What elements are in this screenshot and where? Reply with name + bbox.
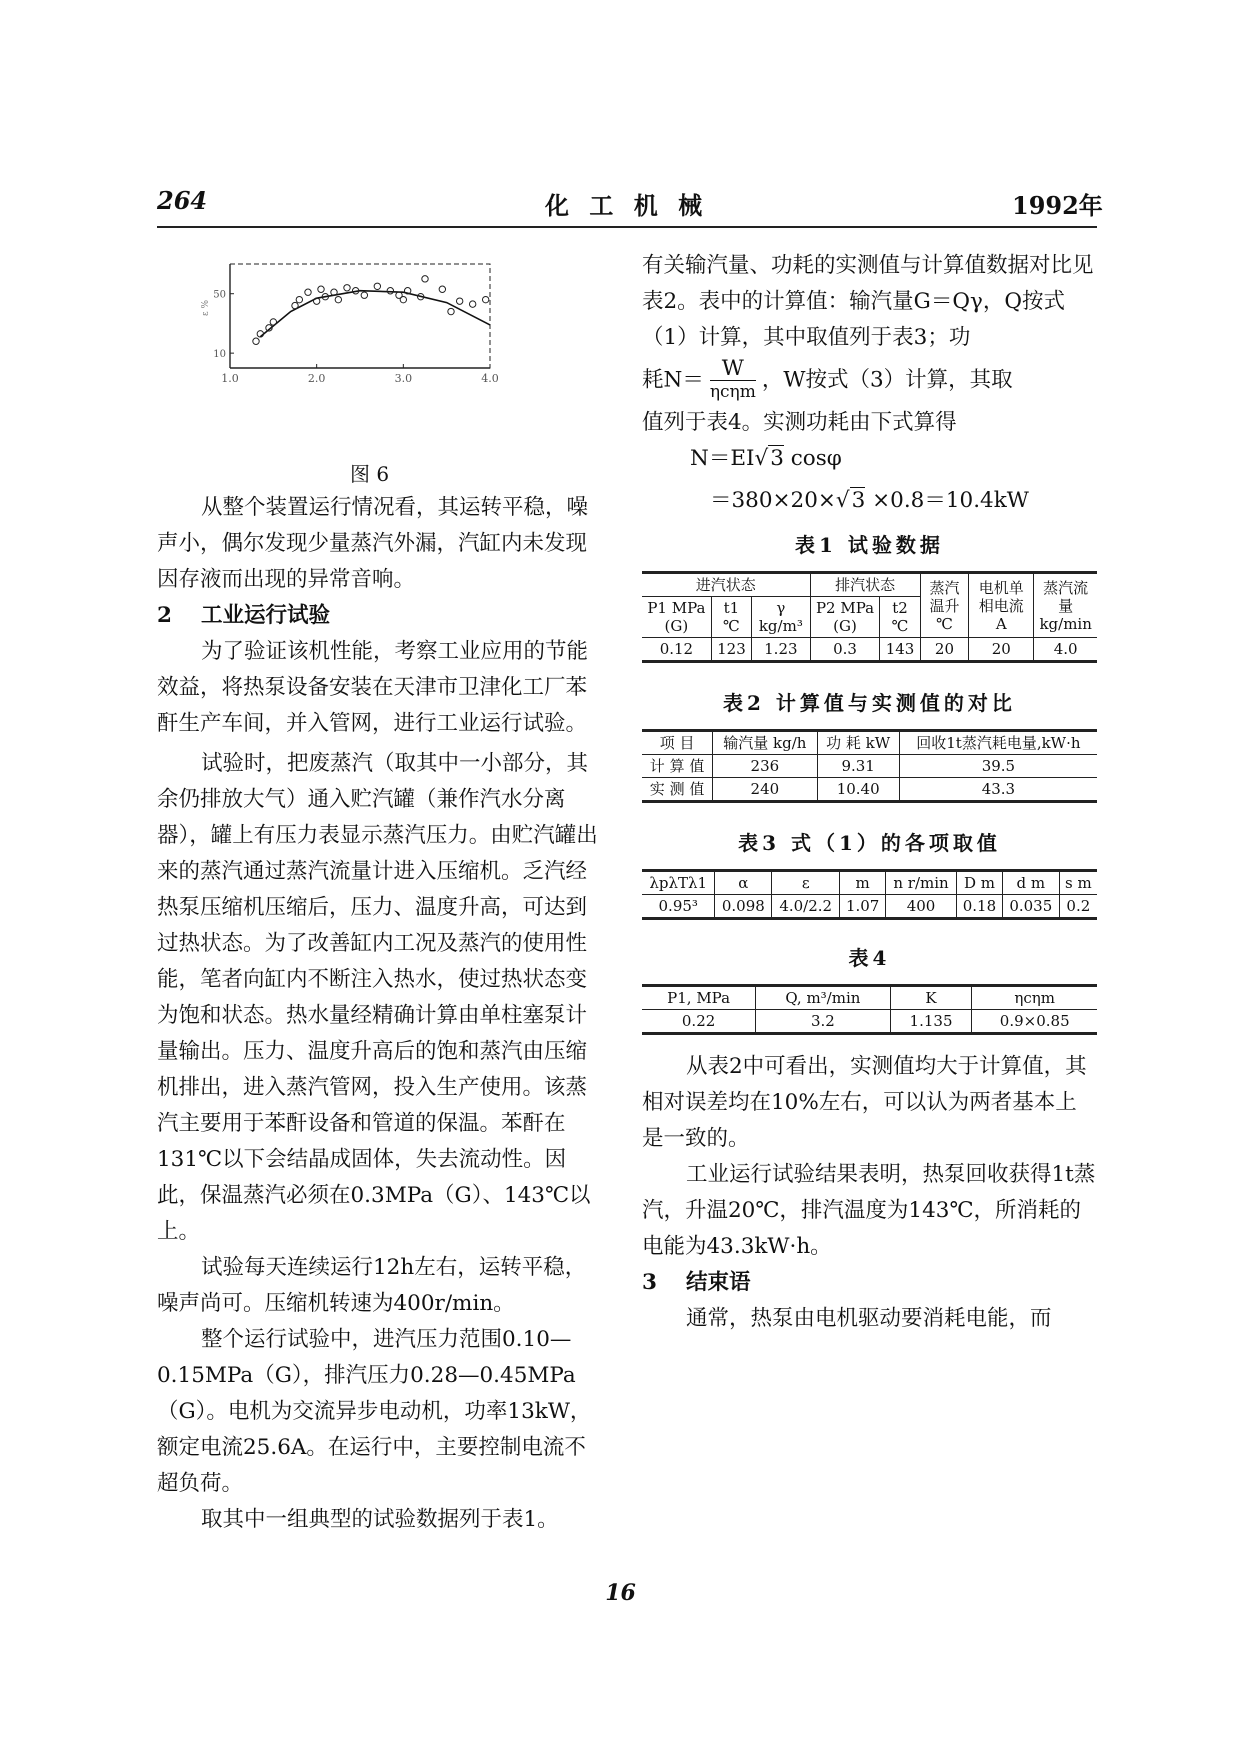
table-4-head: ηcηm bbox=[972, 986, 1097, 1010]
equation-measured-power bbox=[642, 441, 1097, 477]
data-point bbox=[344, 285, 350, 291]
eq3-sqrt: 3 bbox=[851, 488, 866, 513]
table-row bbox=[642, 895, 1097, 919]
table-4-caption: 表4 bbox=[848, 946, 891, 970]
y-axis-label: ε % bbox=[201, 299, 211, 317]
data-point bbox=[296, 296, 302, 302]
table-cell: 实 测 值 bbox=[642, 778, 713, 802]
power-eq-rest: ，W按式（3）计算，其取 bbox=[761, 367, 1013, 393]
eq2-sqrt: 3 bbox=[770, 446, 784, 471]
table-4-head: K bbox=[890, 986, 972, 1010]
y-tick-label: 50 bbox=[213, 289, 226, 301]
table-3-head: d m bbox=[1002, 871, 1059, 895]
power-fraction-denominator: ηcηm bbox=[709, 382, 756, 402]
table-3-caption: 表3 式（1）的各项取值 bbox=[738, 831, 1001, 855]
table-cell: 39.5 bbox=[899, 755, 1097, 778]
table-3-head: α bbox=[715, 871, 772, 895]
right-paragraph-4: 通常，热泵由电机驱动要消耗电能，而 bbox=[686, 1306, 1052, 1331]
table-1-group-out: 排汽状态 bbox=[810, 573, 920, 597]
table-cell: 0.12 bbox=[642, 638, 711, 662]
table-row bbox=[642, 778, 1097, 802]
table-2 bbox=[642, 729, 1097, 803]
table-cell: 0.035 bbox=[1002, 895, 1059, 919]
table-2-head: 回收1t蒸汽耗电量,kW·h bbox=[899, 731, 1097, 755]
section-2-heading bbox=[157, 598, 599, 634]
left-paragraph-2: 为了验证该机性能，考察工业应用的节能效益，将热泵设备安装在天津市卫津化工厂苯酐生产车间，并入管网，进行工业运行试验。 bbox=[157, 639, 589, 736]
x-tick-label: 4.0 bbox=[481, 372, 499, 385]
section-3-title: 结束语 bbox=[686, 1270, 751, 1295]
journal-title: 化 工 机 械 bbox=[545, 191, 709, 220]
table-1-head-flow-unit: kg/min bbox=[1039, 614, 1092, 633]
page-number-footer: 16 bbox=[605, 1580, 636, 1606]
table-3-head: s m bbox=[1059, 871, 1097, 895]
table-cell: 123 bbox=[711, 638, 751, 662]
table-4-head: Q, m³/min bbox=[756, 986, 890, 1010]
data-point bbox=[292, 302, 298, 308]
table-cell: 0.2 bbox=[1059, 895, 1097, 919]
trend-curve bbox=[260, 291, 490, 337]
data-point bbox=[469, 301, 475, 307]
table-cell: 0.22 bbox=[642, 1010, 756, 1034]
left-column bbox=[157, 490, 599, 1538]
scatter-chart bbox=[200, 250, 580, 450]
table-3-head: n r/min bbox=[886, 871, 957, 895]
table-cell: 20 bbox=[920, 638, 969, 662]
data-point bbox=[374, 283, 380, 289]
table-3 bbox=[642, 869, 1097, 920]
table-1-head-current-unit: A bbox=[995, 614, 1007, 633]
table-cell: 3.2 bbox=[756, 1010, 890, 1034]
right-paragraph-2: 从表2中可看出，实测值均大于计算值，其相对误差均在10%左右，可以认为两者基本上是一致的。 bbox=[642, 1054, 1087, 1151]
page-number-header: 264 bbox=[157, 186, 208, 215]
table-1-head-flow bbox=[1034, 573, 1097, 638]
data-point bbox=[387, 288, 393, 294]
power-eq-lhs: 耗N＝ bbox=[642, 367, 704, 393]
section-3-heading bbox=[642, 1265, 1097, 1301]
power-fraction bbox=[710, 358, 756, 403]
table-1 bbox=[642, 571, 1097, 663]
table-row bbox=[642, 755, 1097, 778]
data-point bbox=[400, 296, 406, 302]
header-rule bbox=[157, 226, 1097, 228]
table-2-head: 功 耗 kW bbox=[817, 731, 899, 755]
table-cell: 0.95³ bbox=[642, 895, 715, 919]
table-1-head-current-label: 电机单相电流 bbox=[978, 578, 1024, 615]
table-cell: 400 bbox=[886, 895, 957, 919]
table-2-head: 输汽量 kg/h bbox=[713, 731, 817, 755]
table-1-head-p1: P1 MPa (G) bbox=[642, 597, 711, 638]
table-1-head-rise-unit: ℃ bbox=[936, 614, 953, 633]
table-3-head: ε bbox=[772, 871, 840, 895]
x-tick-label: 3.0 bbox=[394, 372, 413, 385]
data-point bbox=[335, 296, 341, 302]
table-4-head: P1, MPa bbox=[642, 986, 756, 1010]
table-cell: 1.23 bbox=[752, 638, 811, 662]
table-cell: 236 bbox=[713, 755, 817, 778]
table-cell: 10.40 bbox=[817, 778, 899, 802]
x-tick-label: 1.0 bbox=[221, 372, 239, 385]
table-row bbox=[642, 1010, 1097, 1034]
eq3-right: ×0.8＝10.4kW bbox=[865, 488, 1029, 513]
left-paragraph-5: 整个运行试验中，进汽压力范围0.10—0.15MPa（G），排汽压力0.28—0.45MPa（G）。电机为交流异步电动机，功率13kW，额定电流25.6A。在运行中，主要控制电流不超负荷。 bbox=[157, 1327, 592, 1496]
table-cell: 4.0/2.2 bbox=[772, 895, 840, 919]
data-point bbox=[448, 308, 454, 314]
table-1-head-p2: P2 MPa (G) bbox=[810, 597, 880, 638]
left-paragraph-4: 试验每天连续运行12h左右，运转平稳，噪声尚可。压缩机转速为400r/min。 bbox=[157, 1255, 587, 1316]
table-cell: 计 算 值 bbox=[642, 755, 713, 778]
table-cell: 0.098 bbox=[715, 895, 772, 919]
data-point bbox=[361, 292, 367, 298]
data-point bbox=[439, 286, 445, 292]
table-cell: 20 bbox=[969, 638, 1034, 662]
power-fraction-numerator: W bbox=[710, 358, 756, 381]
left-paragraph-6: 取其中一组典型的试验数据列于表1。 bbox=[201, 1507, 559, 1532]
eq2-left: N＝EI√ bbox=[690, 446, 769, 471]
data-point bbox=[270, 319, 276, 325]
table-cell: 0.18 bbox=[956, 895, 1002, 919]
table-cell: 240 bbox=[713, 778, 817, 802]
data-point bbox=[305, 289, 311, 295]
table-1-head-t2: t2 ℃ bbox=[880, 597, 920, 638]
table-2-head: 项 目 bbox=[642, 731, 713, 755]
table-4 bbox=[642, 984, 1097, 1035]
table-cell: 4.0 bbox=[1034, 638, 1097, 662]
right-paragraph-3: 工业运行试验结果表明，热泵回收获得1t蒸汽，升温20℃，排汽温度为143℃，所消耗的电能为43.3kW·h。 bbox=[642, 1162, 1096, 1259]
table-cell: 0.9×0.85 bbox=[972, 1010, 1097, 1034]
equation-measured-power-value bbox=[642, 483, 1097, 519]
data-point bbox=[456, 298, 462, 304]
right-column bbox=[642, 248, 1097, 1337]
table-cell: 1.135 bbox=[890, 1010, 972, 1034]
table-1-head-flow-label: 蒸汽流量 bbox=[1043, 578, 1089, 615]
eq3-left: ＝380×20×√ bbox=[710, 488, 850, 513]
data-point bbox=[318, 286, 324, 292]
left-paragraph-3: 试验时，把废蒸汽（取其中一小部分，其余仍排放大气）通入贮汽罐（兼作汽水分离器），罐上有压力表显示蒸汽压力。由贮汽罐出来的蒸汽通过蒸汽流量计进入压缩机。乏汽经热泵压缩机压缩后，压力、温度升高，可达到过热状态。为了改善缸内工况及蒸汽的使用性能，笔者向缸内不断注入热水，使过热状态变为饱和状态。热水量经精确计算由单柱塞泵计量输出。压力、温度升高后的饱和蒸汽由压缩机排出，进入蒸汽管网，投入生产使用。该蒸汽主要用于苯酐设备和管道的保温。苯酐在131℃以下会结晶成固体，失去流动性。因此，保温蒸汽必须在0.3MPa（G）、143℃以上。 bbox=[157, 751, 598, 1244]
table-cell: 0.3 bbox=[810, 638, 880, 662]
table-1-head-rise-label: 蒸汽温升 bbox=[929, 578, 960, 615]
table-1-head-rise bbox=[920, 573, 969, 638]
eq2-right: cosφ bbox=[783, 446, 842, 471]
table-3-head: m bbox=[840, 871, 886, 895]
table-cell: 1.07 bbox=[840, 895, 886, 919]
data-point bbox=[482, 296, 488, 302]
right-paragraph-1a: 有关输汽量、功耗的实测值与计算值数据对比见表2。表中的计算值：输汽量G＝Qγ，Q按式（1）计算，其中取值列于表3；功 bbox=[642, 253, 1094, 350]
table-3-head: D m bbox=[956, 871, 1002, 895]
table-1-head-t1: t1 ℃ bbox=[711, 597, 751, 638]
figure-6 bbox=[200, 250, 580, 450]
table-cell: 143 bbox=[880, 638, 920, 662]
right-paragraph-1b: 值列于表4。实测功耗由下式算得 bbox=[642, 410, 957, 435]
x-tick-label: 2.0 bbox=[307, 372, 326, 385]
data-point bbox=[422, 276, 428, 282]
section-2-number: 2 bbox=[157, 603, 172, 628]
left-paragraph-1: 从整个装置运行情况看，其运转平稳，噪声小，偶尔发现少量蒸汽外漏，汽缸内未发现因存液而出现的异常音响。 bbox=[157, 495, 589, 592]
table-row bbox=[642, 638, 1097, 662]
figure-caption: 图 6 bbox=[350, 462, 390, 486]
table-cell: 43.3 bbox=[899, 778, 1097, 802]
table-1-caption: 表1 试验数据 bbox=[795, 533, 944, 557]
table-1-group-in: 进汽状态 bbox=[642, 573, 810, 597]
power-equation-line bbox=[642, 358, 1097, 403]
year-label: 1992年 bbox=[1012, 191, 1103, 220]
section-2-title: 工业运行试验 bbox=[201, 603, 331, 628]
table-1-head-current bbox=[969, 573, 1034, 638]
data-point bbox=[253, 338, 259, 344]
y-tick-label: 10 bbox=[213, 349, 226, 361]
table-1-head-gamma: γ kg/m³ bbox=[752, 597, 811, 638]
table-cell: 9.31 bbox=[817, 755, 899, 778]
section-3-number: 3 bbox=[642, 1270, 657, 1295]
table-2-caption: 表2 计算值与实测值的对比 bbox=[723, 691, 1016, 715]
plot-frame bbox=[230, 264, 490, 368]
table-3-head: λpλTλ1 bbox=[642, 871, 715, 895]
